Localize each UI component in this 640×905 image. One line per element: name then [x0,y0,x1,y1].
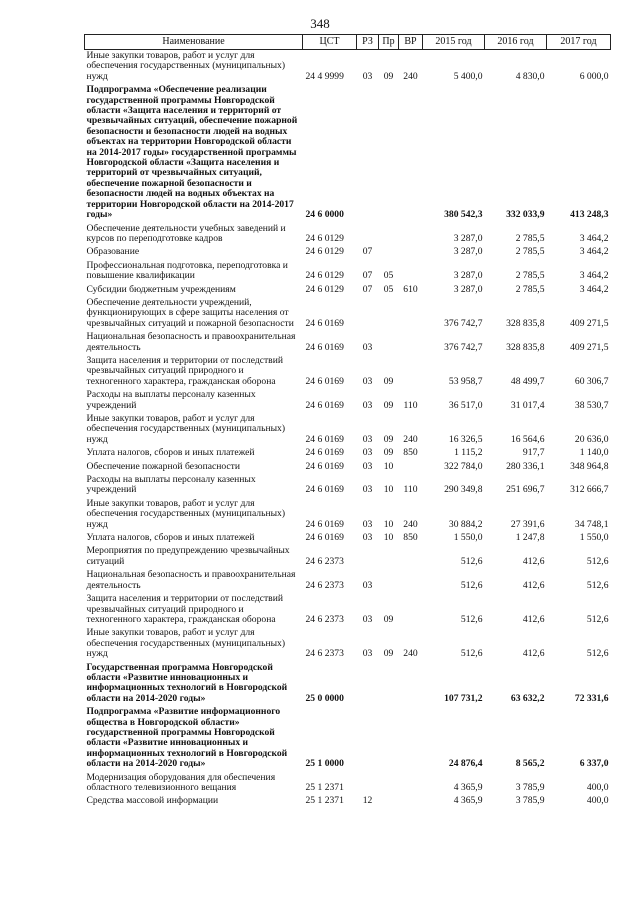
row-cst: 25 1 0000 [305,758,344,770]
row-2016: 3 785,9 [515,795,545,807]
row-pr: 09 [383,648,394,660]
row-2016: 251 696,7 [506,484,545,496]
row-2017: 512,6 [586,555,609,567]
table-row [85,706,611,771]
row-2017: 38 530,7 [574,399,609,411]
row-2016: 332 033,9 [506,209,545,221]
row-2017: 413 248,3 [570,209,609,221]
row-name: Расходы на выплаты персоналу казенных учреждений [86,474,256,496]
row-2017: 312 666,7 [570,484,609,496]
row-name: Средства массовой информации [86,795,219,807]
row-rz: 03 [362,518,373,530]
row-name: Обеспечение пожарной безопасности [86,460,241,472]
row-rz [357,297,379,331]
row-2016: 917,7 [522,447,545,459]
row-name: Обеспечение деятельности учебных заведений и курсов по переподготовке кадров [86,222,286,244]
row-rz: 03 [362,579,373,591]
row-cst: 24 6 0129 [305,270,344,282]
row-cst: 24 6 0169 [305,341,344,353]
row-pr: 10 [383,460,394,472]
row-2016: 16 564,6 [510,433,545,445]
header-pr: Пр [379,35,399,50]
row-vr: 240 [403,433,418,445]
row-2017: 1 550,0 [579,532,609,544]
row-rz: 12 [362,795,373,807]
row-2015: 1 550,0 [453,532,483,544]
row-2017: 400,0 [586,782,609,793]
table-row [85,260,611,284]
row-rz: 03 [362,460,373,472]
row-rz: 03 [362,447,373,459]
header-2015: 2015 год [423,35,485,50]
table-row [85,545,611,569]
row-cst: 24 6 0169 [305,460,344,472]
row-vr [399,569,423,593]
row-2015: 3 287,0 [453,246,483,258]
table-row [85,627,611,661]
row-2017: 1 140,0 [579,447,609,459]
table-row [85,447,611,460]
row-2016: 1 247,8 [515,532,545,544]
row-2016: 328 835,8 [506,317,545,329]
row-vr [399,331,423,355]
row-cst: 24 6 0169 [305,447,344,459]
row-2017: 512,6 [586,648,609,660]
row-2015: 512,6 [460,613,483,625]
header-2017: 2017 год [547,35,611,50]
row-2017: 409 271,5 [570,341,609,353]
row-2015: 290 349,8 [444,484,483,496]
table-row [85,795,611,808]
row-pr [379,662,399,707]
row-2017: 6 337,0 [579,758,609,770]
row-2016: 31 017,4 [510,399,545,411]
row-rz: 03 [362,375,373,387]
header-rz: РЗ [357,35,379,50]
row-cst: 24 6 0129 [305,232,344,244]
row-vr [399,662,423,707]
table-row [85,461,611,474]
row-pr [379,331,399,355]
row-vr [399,355,423,389]
row-2015: 512,6 [460,555,483,567]
row-cst: 25 0 0000 [305,692,344,704]
row-rz: 03 [362,341,373,353]
row-pr [379,246,399,259]
row-2017: 512,6 [586,579,609,591]
row-cst: 24 6 2373 [305,613,344,625]
row-vr: 110 [403,399,418,411]
row-2016: 412,6 [522,555,545,567]
row-2015: 3 287,0 [453,283,483,295]
row-vr [399,706,423,771]
table-header [85,35,611,50]
row-2015: 16 326,5 [448,433,483,445]
row-2015: 107 731,2 [444,692,483,704]
budget-table [84,34,611,809]
row-2016: 2 785,5 [515,270,545,282]
row-pr: 10 [383,484,394,496]
row-2016: 412,6 [522,579,545,591]
row-cst: 24 6 0169 [305,532,344,544]
row-2015: 5 400,0 [453,70,483,82]
row-2015: 4 365,9 [453,795,483,807]
row-rz: 03 [362,613,373,625]
row-pr [379,545,399,569]
row-cst: 24 6 2373 [305,555,344,567]
row-cst: 24 6 0000 [305,209,344,221]
table-row [85,498,611,532]
row-vr: 850 [403,532,418,544]
table-body [85,50,611,809]
row-name: Образование [86,246,140,258]
row-pr [379,297,399,331]
row-cst: 25 1 2371 [305,782,344,793]
table-row [85,331,611,355]
row-2015: 4 365,9 [453,782,483,793]
row-vr [399,772,423,796]
row-name: Расходы на выплаты персоналу казенных учреждений [86,389,256,411]
row-2016: 2 785,5 [515,283,545,295]
row-2015: 376 742,7 [444,317,483,329]
row-pr: 09 [383,613,394,625]
row-2015: 322 784,0 [444,460,483,472]
row-name: Национальная безопасность и правоохранительная деятельность [86,331,296,353]
row-name: Иные закупки товаров, работ и услуг для обеспечения государственных (муниципальных) нужд [86,413,286,445]
row-name: Иные закупки товаров, работ и услуг для обеспечения государственных (муниципальных) нужд [86,497,286,530]
row-name: Уплата налогов, сборов и иных платежей [86,447,255,459]
row-2016: 2 785,5 [515,232,545,244]
row-vr: 240 [403,70,418,82]
row-2015: 30 884,2 [448,518,483,530]
row-name: Государственная программа Новгородской области «Развитие инновационных и информационных технологий в Новгородской области на 2014-2020 годы» [86,661,288,704]
row-pr [379,569,399,593]
table-row [85,355,611,389]
row-rz [357,772,379,796]
row-2017: 3 464,2 [579,232,609,244]
row-pr [379,84,399,222]
row-name: Защита населения и территории от последствий чрезвычайных ситуаций природного и техногенного характера, гражданская оборона [86,354,283,387]
table-row [85,50,611,85]
row-2016: 27 391,6 [510,518,545,530]
row-vr [399,545,423,569]
row-pr [379,706,399,771]
row-name: Подпрограмма «Развитие информационного общества в Новгородской области» государственной программы Новгородской области «Развитие инновационных и информационных технологий в Новгородской области на 2014-2020 годы» [86,706,288,770]
row-rz [357,84,379,222]
table-row [85,532,611,545]
row-pr: 05 [383,283,394,295]
table-row [85,413,611,447]
row-vr [399,260,423,284]
row-pr [379,223,399,247]
row-2016: 4 830,0 [515,70,545,82]
row-pr: 05 [383,270,394,282]
row-cst: 24 6 0169 [305,433,344,445]
table-row [85,246,611,259]
row-2015: 380 542,3 [444,209,483,221]
row-2015: 24 876,4 [448,758,483,770]
row-rz [357,545,379,569]
row-2015: 1 115,2 [454,447,483,459]
header-vr: ВР [399,35,423,50]
row-cst: 24 6 0129 [305,246,344,258]
table-row [85,772,611,796]
row-cst: 24 6 0169 [305,317,344,329]
row-rz: 07 [362,270,373,282]
row-name: Иные закупки товаров, работ и услуг для обеспечения государственных (муниципальных) нужд [86,627,286,660]
row-cst: 25 1 2371 [305,795,344,807]
header-cst: ЦСТ [303,35,357,50]
row-name: Профессиональная подготовка, переподготовка и повышение квалификации [86,259,288,282]
row-cst: 24 4 9999 [305,70,344,82]
row-2015: 3 287,0 [453,232,483,244]
table-row [85,389,611,413]
row-rz: 03 [362,433,373,445]
row-2017: 34 748,1 [574,518,609,530]
row-vr [399,297,423,331]
row-2017: 60 306,7 [574,375,609,387]
row-cst: 24 6 0129 [305,283,344,295]
header-name: Наименование [85,35,303,50]
row-2016: 3 785,9 [515,782,545,793]
row-name: Субсидии бюджетным учреждениям [86,283,236,295]
row-2017: 72 331,6 [574,692,609,704]
row-pr [379,795,399,808]
row-vr [399,84,423,222]
row-vr [399,461,423,474]
row-2015: 36 517,0 [448,399,483,411]
header-2016: 2016 год [485,35,547,50]
row-pr: 09 [383,399,394,411]
row-vr: 240 [403,648,418,660]
row-name: Модернизация оборудования для обеспечения областного телевизионного вещания [86,771,276,793]
row-2015: 376 742,7 [444,341,483,353]
row-name: Национальная безопасность и правоохранительная деятельность [86,569,296,591]
row-2017: 3 464,2 [579,283,609,295]
row-vr: 610 [403,283,418,295]
row-2015: 512,6 [460,579,483,591]
row-2017: 512,6 [586,613,609,625]
row-name: Защита населения и территории от последствий чрезвычайных ситуаций природного и техногенного характера, гражданская оборона [86,593,283,625]
row-rz: 07 [362,246,373,258]
row-vr [399,593,423,627]
row-pr: 09 [383,433,394,445]
table-row [85,593,611,627]
row-vr: 240 [403,518,418,530]
row-name: Иные закупки товаров, работ и услуг для обеспечения государственных (муниципальных) нужд [86,50,286,82]
row-pr [379,772,399,796]
row-2015: 512,6 [460,648,483,660]
row-cst: 24 6 2373 [305,648,344,660]
page-number: 348 [310,16,330,31]
row-vr [399,246,423,259]
row-rz [357,223,379,247]
row-pr: 10 [383,518,394,530]
row-2015: 3 287,0 [453,270,483,282]
row-2017: 3 464,2 [579,270,609,282]
row-rz: 03 [362,532,373,544]
row-2016: 63 632,2 [510,692,545,704]
row-cst: 24 6 0169 [305,518,344,530]
row-2016: 8 565,2 [515,758,545,770]
row-2016: 328 835,8 [506,341,545,353]
row-cst: 24 6 0169 [305,375,344,387]
row-2016: 48 499,7 [510,375,545,387]
row-cst: 24 6 0169 [305,399,344,411]
table-row [85,297,611,331]
row-2017: 3 464,2 [579,246,609,258]
row-2016: 412,6 [522,648,545,660]
row-rz [357,662,379,707]
row-name: Уплата налогов, сборов и иных платежей [86,532,255,544]
row-2017: 400,0 [586,795,609,807]
table-row [85,569,611,593]
row-rz: 03 [362,399,373,411]
table-row [85,223,611,247]
row-2017: 6 000,0 [579,70,609,82]
row-2015: 53 958,7 [448,375,483,387]
row-2016: 2 785,5 [515,246,545,258]
table-row [85,474,611,498]
row-2017: 409 271,5 [570,317,609,329]
table-row [85,84,611,222]
row-rz: 03 [362,484,373,496]
row-rz [357,706,379,771]
row-cst: 24 6 0169 [305,484,344,496]
row-vr [399,795,423,808]
row-rz: 03 [362,70,373,82]
row-rz: 03 [362,648,373,660]
row-vr [399,223,423,247]
table-row [85,284,611,297]
row-name: Подпрограмма «Обеспечение реализации государственной программы Новгородской области «Защита населения и территорий от чрезвычайных ситуаций, обеспечение пожарной безопасности и безопасности людей на водных объектах на территории Новгородской области на 2014-2017 годы» государственной программы Новгородской области «Защита населения и территорий от чрезвычайных ситуаций, обеспечение пожарной безопасности и безопасности людей на водных объектах на территории Новгородской области на 2014-2017 годы» [86,84,298,221]
row-2017: 348 964,8 [570,460,609,472]
row-vr: 110 [403,484,418,496]
row-pr: 09 [383,70,394,82]
row-name: Мероприятия по предупреждению чрезвычайных ситуаций [86,545,290,567]
row-pr: 09 [383,375,394,387]
row-cst: 24 6 2373 [305,579,344,591]
row-2016: 280 336,1 [506,460,545,472]
table-row [85,662,611,707]
row-pr: 10 [383,532,394,544]
row-vr: 850 [403,447,418,459]
row-2016: 412,6 [522,613,545,625]
row-name: Обеспечение деятельности учреждений, функционирующих в сфере защиты населения от чрезвычайных ситуаций и пожарной безопасности [86,296,294,329]
row-rz: 07 [362,283,373,295]
row-2017: 20 636,0 [574,433,609,445]
row-pr: 09 [383,447,394,459]
